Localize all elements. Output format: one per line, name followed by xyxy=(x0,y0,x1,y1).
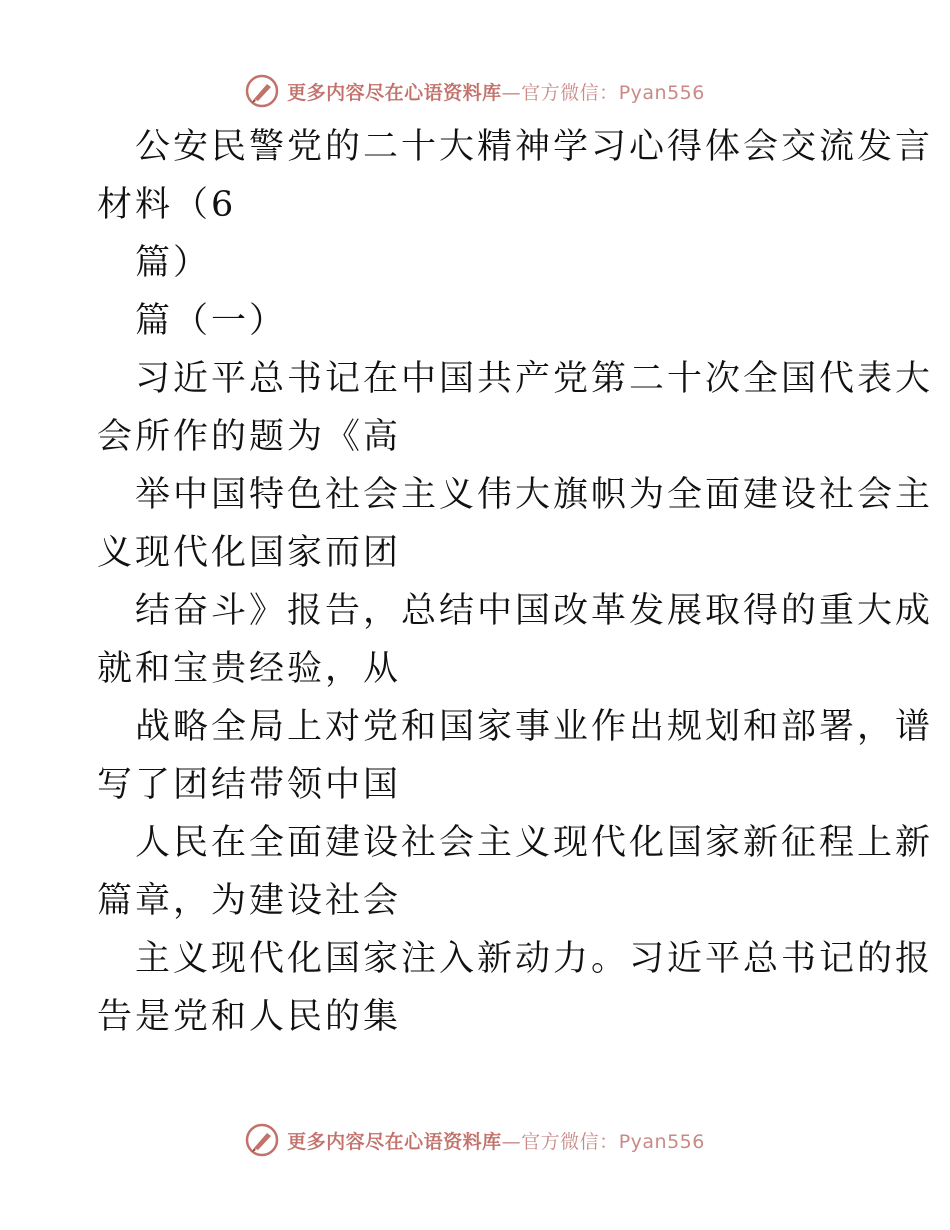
pen-logo-icon xyxy=(245,1123,279,1157)
body-line: 就和宝贵经验，从 xyxy=(97,649,402,689)
body-line: 举中国特色社会主义伟大旗帜为全面建设社会主 xyxy=(135,475,934,515)
document-body xyxy=(97,118,934,1046)
body-line: 人民在全面建设社会主义现代化国家新征程上新 xyxy=(135,823,934,863)
watermark-text xyxy=(287,78,705,105)
body-line: 材料（6 xyxy=(97,185,237,225)
body-line: 战略全局上对党和国家事业作出规划和部署，谱 xyxy=(135,707,934,747)
section-heading: 篇（一） xyxy=(135,301,288,341)
watermark-wechat-id: Pyan556 xyxy=(618,1130,705,1153)
watermark-wechat-label: 官方微信： xyxy=(521,1130,619,1153)
footer-watermark xyxy=(0,1118,950,1162)
body-line: 结奋斗》报告，总结中国改革发展取得的重大成 xyxy=(135,591,934,631)
watermark-text xyxy=(287,1127,705,1154)
body-line: 义现代化国家而团 xyxy=(97,533,402,573)
body-line: 会所作的题为《高 xyxy=(97,417,402,457)
body-line: 告是党和人民的集 xyxy=(97,997,402,1037)
watermark-wechat-label: 官方微信： xyxy=(521,81,619,104)
body-line: 公安民警党的二十大精神学习心得体会交流发言 xyxy=(135,127,934,167)
pen-logo-icon xyxy=(245,74,279,108)
watermark-dash: — xyxy=(501,1130,522,1153)
body-line: 篇） xyxy=(135,243,212,283)
watermark-wechat-id: Pyan556 xyxy=(618,81,705,104)
watermark-dash: — xyxy=(501,81,522,104)
body-line: 写了团结带领中国 xyxy=(97,765,402,805)
body-line: 主义现代化国家注入新动力。习近平总书记的报 xyxy=(135,939,934,979)
body-line: 习近平总书记在中国共产党第二十次全国代表大 xyxy=(135,359,934,399)
watermark-site: 更多内容尽在心语资料库 xyxy=(287,81,502,104)
body-line: 篇章，为建设社会 xyxy=(97,881,402,921)
watermark-site: 更多内容尽在心语资料库 xyxy=(287,1130,502,1153)
header-watermark xyxy=(0,69,950,113)
